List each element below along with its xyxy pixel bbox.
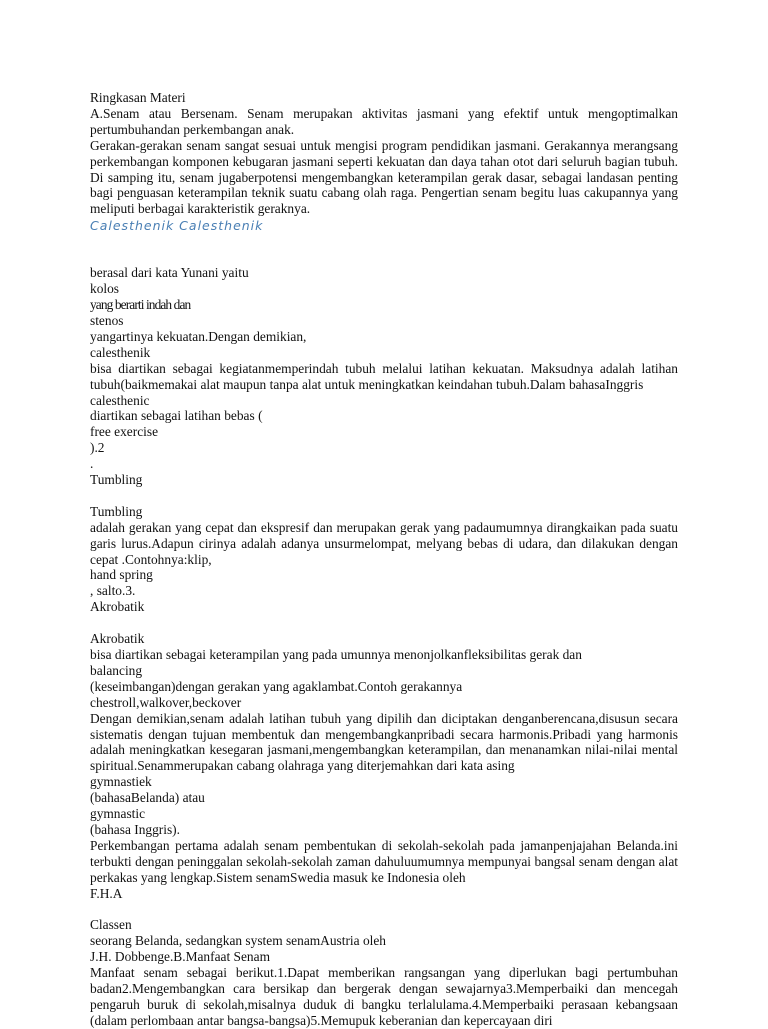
text-line: chestroll,walkover,beckover	[90, 694, 242, 710]
section-label-akrobatik: Akrobatik	[90, 599, 145, 615]
text-line: balancing	[90, 662, 143, 678]
condensed-text: yang berarti indah dan	[90, 297, 191, 313]
text-line: (keseimbangan)dengan gerakan yang agaklambat.Contoh gerakannya	[90, 678, 463, 694]
calesthenik-heading: Calesthenik Calesthenik	[90, 218, 264, 234]
text-line: calesthenic	[90, 392, 150, 408]
text-line: , salto.3.	[90, 583, 136, 599]
text-line: (bahasa Inggris).	[90, 821, 180, 837]
text-line: kolos	[90, 281, 120, 297]
text-line: free exercise	[90, 424, 159, 440]
section-label-tumbling: Tumbling	[90, 472, 143, 488]
paragraph-perkembangan-senam: Perkembangan pertama adalah senam pembentukan di sekolah-sekolah pada jamanpenjajahan Belanda.ini terbukti dengan peninggalan sekolah-sekolah zaman dahuluumumnya mempunyai bangsal senam dengan alat perkakas yang lengkap.Sistem senamSwedia masuk ke Indonesia oleh	[90, 837, 678, 885]
spacer	[90, 234, 678, 265]
text-line: Classen	[90, 917, 132, 933]
text-line: bisa diartikan sebagai keterampilan yang pada umunnya menonjolkanfleksibilitas gerak dan	[90, 646, 582, 662]
text-line: ).2	[90, 440, 105, 456]
text-line: J.H. Dobbenge.B.Manfaat Senam	[90, 949, 270, 965]
text-line: seorang Belanda, sedangkan system senamAustria oleh	[90, 933, 386, 949]
text-line: yangartinya kekuatan.Dengan demikian,	[90, 328, 307, 344]
text-line: calesthenik	[90, 344, 151, 360]
text-line: .	[90, 456, 94, 472]
text-line: gymnastiek	[90, 774, 152, 790]
text-line	[90, 297, 678, 313]
text-line: (bahasaBelanda) atau	[90, 790, 205, 806]
text-line: berasal dari kata Yunani yaitu	[90, 265, 249, 281]
paragraph-senam-intro: A.Senam atau Bersenam. Senam merupakan aktivitas jasmani yang efektif untuk mengoptimalkan pertumbuhandan perkembangan anak.	[90, 105, 678, 137]
document-body	[90, 90, 678, 1029]
text-line: diartikan sebagai latihan bebas (	[90, 408, 263, 424]
text-line: Akrobatik	[90, 631, 145, 647]
paragraph-gerakan-senam: Gerakan-gerakan senam sangat sesuai untuk mengisi program pendidikan jasmani. Gerakannya merangsang perkembangan komponen kebugaran jasmani seperti kekuatan dan daya tahan otot dari seluruh bagian tubuh. Di samping itu, senam jugaberpotensi mengembangkan keterampilan gerak dasar, sebagai landasan penting bagi penguasan keterampilan teknik suatu cabang olah raga. Pengertian senam begitu luas cakupannya yang meliputi berbagai karakteristik geraknya.	[90, 137, 678, 217]
text-line: hand spring	[90, 567, 153, 583]
document-title: Ringkasan Materi	[90, 90, 186, 105]
text-line: F.H.A	[90, 885, 123, 901]
paragraph-tumbling-definition: adalah gerakan yang cepat dan ekspresif dan merupakan gerak yang padaumumnya dirangkaikan pada suatu garis lurus.Adapun cirinya adalah adanya unsurmelompat, melyang bebas di udara, dan dilakukan dengan cepat .Contohnya:klip,	[90, 519, 678, 567]
text-line: Tumbling	[90, 503, 143, 519]
text-line: gymnastic	[90, 806, 146, 822]
paragraph-manfaat-senam: Manfaat senam sebagai berikut.1.Dapat memberikan rangsangan yang diperlukan bagi pertumbuhan badan2.Mengembangkan cara bersikap dan bergerak dengan sewajarnya3.Memperbaiki dan mencegah pengaruh buruk di sekolah,misalnya duduk di bangku terlalulama.4.Memperbaiki perasaan kebangsaan (dalam perlombaan antar bangsa-bangsa)5.Memupuk keberanian dan kepercayaan diri	[90, 965, 678, 1028]
spacer	[90, 615, 678, 631]
spacer	[90, 901, 678, 917]
paragraph-calesthenik-definition: bisa diartikan sebagai kegiatanmemperindah tubuh melalui latihan kekuatan. Maksudnya adalah latihan tubuh(baikmemakai alat maupun tanpa alat untuk meningkatkan keindahan tubuh.Dalam bahasaInggris	[90, 360, 678, 392]
text-line: stenos	[90, 312, 124, 328]
paragraph-senam-definition: Dengan demikian,senam adalah latihan tubuh yang dipilih dan diciptakan denganberencana,disusun secara sistematis dengan tujuan membentuk dan mengembangkanpribadi secara harmonis.Pribadi yang harmonis adalah meningkatkan kesegaran jasmani,mengembangkan keterampilan, dan menanamkan nilai-nilai mental spiritual.Senammerupakan cabang olahraga yang diterjemahkan dari kata asing	[90, 710, 678, 774]
spacer	[90, 488, 678, 504]
